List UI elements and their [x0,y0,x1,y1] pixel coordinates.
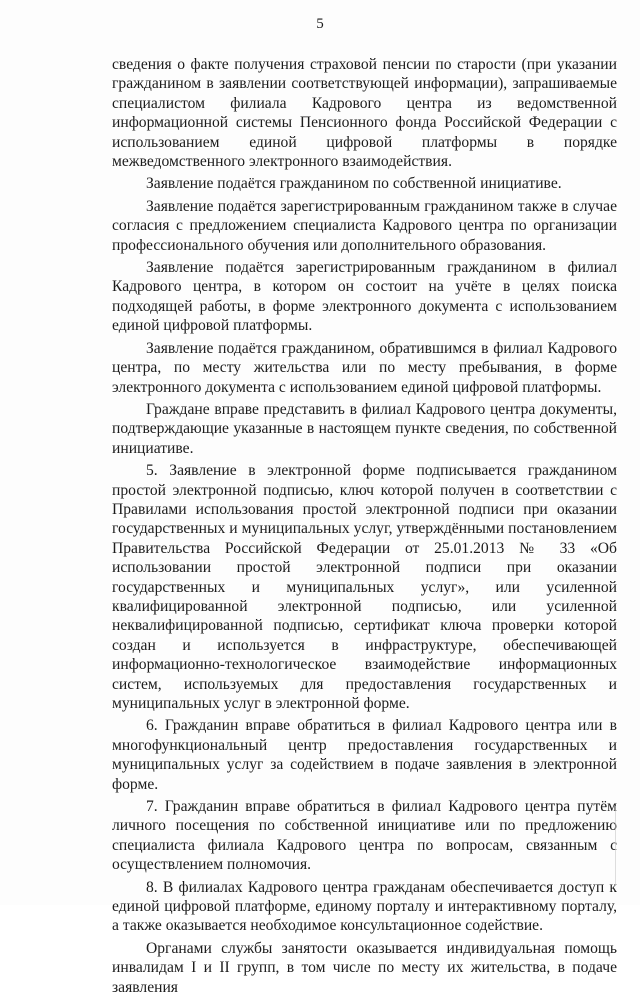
paragraph-2: Заявление подаётся гражданином по собственной инициативе. [146,175,562,193]
scan-edge-mark [615,806,634,886]
page-number: 5 [316,16,324,32]
paragraph-11: Органами службы занятости оказывается индивидуальная помощь инвалидам I и II групп, в том числе по месту их жительства, в подаче заявления [112,939,617,996]
paragraph-4: Заявление подаётся зарегистрированным гражданином в филиал Кадрового центра, в котором он состоит на учёте в целях поиска подходящей работы, в форме электронного документа с использованием единой цифровой платформы. [112,259,617,335]
paragraph-6: Граждане вправе представить в филиал Кадрового центра документы, подтверждающие указанные в настоящем пункте сведения, по собственной инициативе. [112,400,617,457]
paragraph-10: 8. В филиалах Кадрового центра гражданам обеспечивается доступ к единой цифровой платформе, единому порталу и интерактивному порталу, а также оказывается необходимое консультационное содействие. [112,878,617,935]
document-body [112,55,617,1000]
paragraph-7: 5. Заявление в электронной форме подписывается гражданином простой электронной подписью, ключ которой получен в соответствии с Правилами использования простой электронной подписи при оказании государственных и муниципальных услуг, утверждёнными постановлением Правительства Российской Федерации от 25.01.2013 № 33 «Об использовании простой электронной подписи при оказании государственных и муниципальных услуг», или усиленной квалифицированной электронной подписью, или усиленной неквалифицированной подписью, сертификат ключа проверки которой создан и используется в инфраструктуре, обеспечивающей информационно-технологическое взаимодействие информационных систем, используемых для предоставления государственных и муниципальных услуг в электронной форме. [112,462,617,712]
paragraph-5: Заявление подаётся гражданином, обратившимся в филиал Кадрового центра, по месту жительства или по месту пребывания, в форме электронного документа с использованием единой цифровой платформы. [112,339,617,396]
paragraph-8: 6. Гражданин вправе обратиться в филиал Кадрового центра или в многофункциональный центр предоставления государственных и муниципальных услуг за содействием в подаче заявления в электронной форме. [112,717,617,793]
paragraph-9: 7. Гражданин вправе обратиться в филиал Кадрового центра путём личного посещения по собственной инициативе или по предложению специалиста филиала Кадрового центра по вопросам, связанным с осуществлением полномочия. [112,798,617,874]
paragraph-3: Заявление подаётся зарегистрированным гражданином также в случае согласия с предложением специалиста Кадрового центра по организации профессионального обучения или дополнительного образования. [112,197,617,254]
paragraph-1: сведения о факте получения страховой пенсии по старости (при указании гражданином в заявлении соответствующей информации), запрашиваемые специалистом филиала Кадрового центра из ведомственной информационной системы Пенсионного фонда Российской Федерации с использованием единой цифровой платформы в порядке межведомственного электронного взаимодействия. [112,56,617,171]
